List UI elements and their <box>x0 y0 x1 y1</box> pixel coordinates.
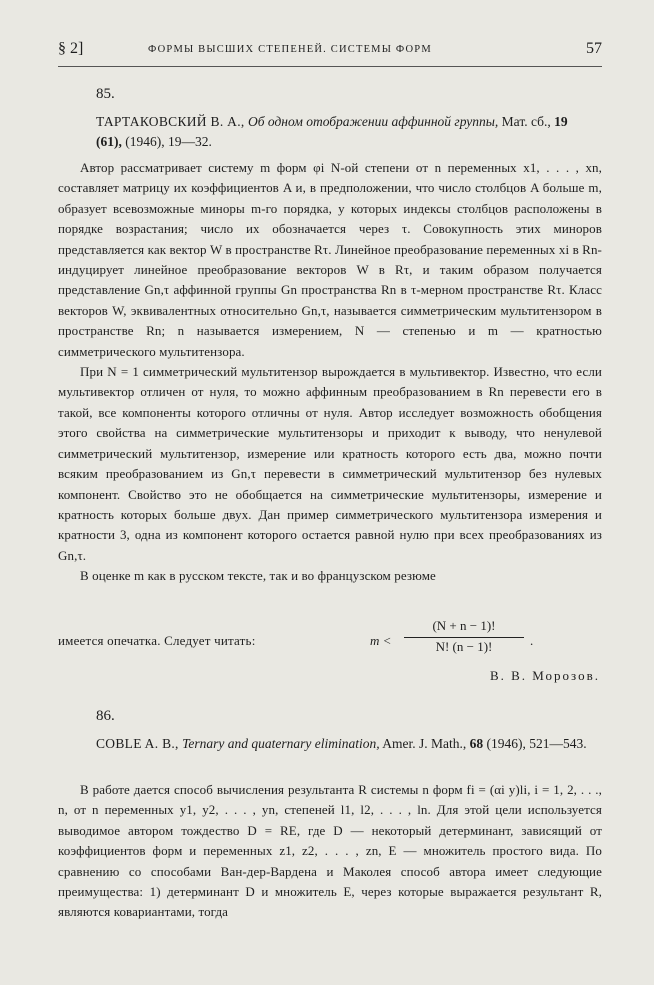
formula <box>370 618 560 658</box>
formula-lhs: m < <box>370 633 392 648</box>
paragraph: При N = 1 симметрический мультитензор вырождается в мультивектор. Известно, что если мультивектор отличен от нуля, то можно аффинным преобразованием в Rn перевести его в такой, все компоненты которого отличны от нуля. Автор исследует возможность обобщения этого свойства на симметрические мультитензоры и приходит к выводу, что ненулевой симметрический мультитензор, измерение или кратность которого есть два, можно почти всяким преобразованием из Gn,τ перевести в симметрический мультитензор без нулевых компонент. Свойство это не обобщается на симметрические мультитензоры, измерение и кратность которых больше двух. Дан пример симметрического мультитензора измерения и кратности 3, одна из компонент которого остается равной нулю при всех преобразованиях из Gn,τ. <box>58 364 602 563</box>
running-title: ФОРМЫ ВЫСШИХ СТЕПЕНЕЙ. СИСТЕМЫ ФОРМ <box>148 44 432 55</box>
section-marker: § 2] <box>58 40 84 57</box>
paragraph: В работе дается способ вычисления результанта R системы n форм fi = (αi y)li, i = 1, 2, . . ., n, от n переменных y1, y2, . . . , yn, степеней l1, l2, . . . , ln. Для этой цели используется выводимое автором тождество D = RE, где D — некоторый детерминант, зависящий от коэффициентов форм и переменных z1, z2, . . . , zn, E — множитель простого вида. По сравнению со способами Ван-дер-Вардена и Маколея способ автора имеет следующие преимущества: 1) детерминант D и множитель E, через которые выражается результант R, являются ковариантами, тогда <box>58 782 602 920</box>
formula-denominator: N! (n − 1)! <box>435 639 493 654</box>
formula-numerator: (N + n − 1)! <box>432 618 496 633</box>
correction-formula-line <box>58 618 602 658</box>
paragraph: Автор рассматривает систему m форм φi N-ой степени от n переменных x1, . . . , xn, составляет матрицу их коэффициентов A и, в предположении, что число столбцов A больше m, образует всевозможные миноры m-го порядка, у которых индексы столбцов расположены в порядке возрастания; число их обозначается через τ. Совокупность этих миноров представляется как вектор W в пространстве Rτ. Линейное преобразование переменных xi в Rn-индуцирует линейное преобразование векторов W в Rτ, и таким образом получается представление Gn,τ аффинной группы Gn пространства Rn в τ-мерном пространстве Rτ. Класс векторов W, эквивалентных относительно Gn,τ, называется симметрическим мультитензором в пространстве Rn; n называется измерением, N — степенью и m — кратностью симметрического мультитензора. <box>58 160 602 359</box>
reference-volume: 19 (61), <box>96 114 568 149</box>
reference-authors: COBLE A. B., <box>96 736 179 751</box>
page-number: 57 <box>586 40 602 57</box>
reference-volume: 68 <box>469 736 484 751</box>
reference-title: Об одном отображении аффинной группы, <box>247 114 499 129</box>
running-head <box>58 40 602 62</box>
reference-pages: (1946), 19—32. <box>125 134 212 149</box>
fraction-bar <box>404 637 524 638</box>
abstract-85 <box>58 158 602 587</box>
reference-title: Ternary and quaternary elimination, <box>182 736 380 751</box>
reference-journal: Amer. J. Math., <box>382 736 467 751</box>
formula-lead-text: имеется опечатка. Следует читать: <box>58 633 256 648</box>
reference-86 <box>96 734 596 754</box>
reference-85 <box>96 112 596 152</box>
reference-journal: Мат. сб., <box>501 114 551 129</box>
entry-number-86: 86. <box>96 708 115 724</box>
reference-authors: ТАРТАКОВСКИЙ В. А., <box>96 114 245 129</box>
formula-end: . <box>530 633 534 648</box>
reference-pages: (1946), 521—543. <box>486 736 587 751</box>
reviewer-signature: В. В. Морозов. <box>489 668 600 683</box>
paragraph: В оценке m как в русском тексте, так и во французском резюме <box>80 568 436 584</box>
entry-number-85: 85. <box>96 86 115 102</box>
abstract-86 <box>58 780 602 923</box>
header-rule <box>58 66 602 67</box>
